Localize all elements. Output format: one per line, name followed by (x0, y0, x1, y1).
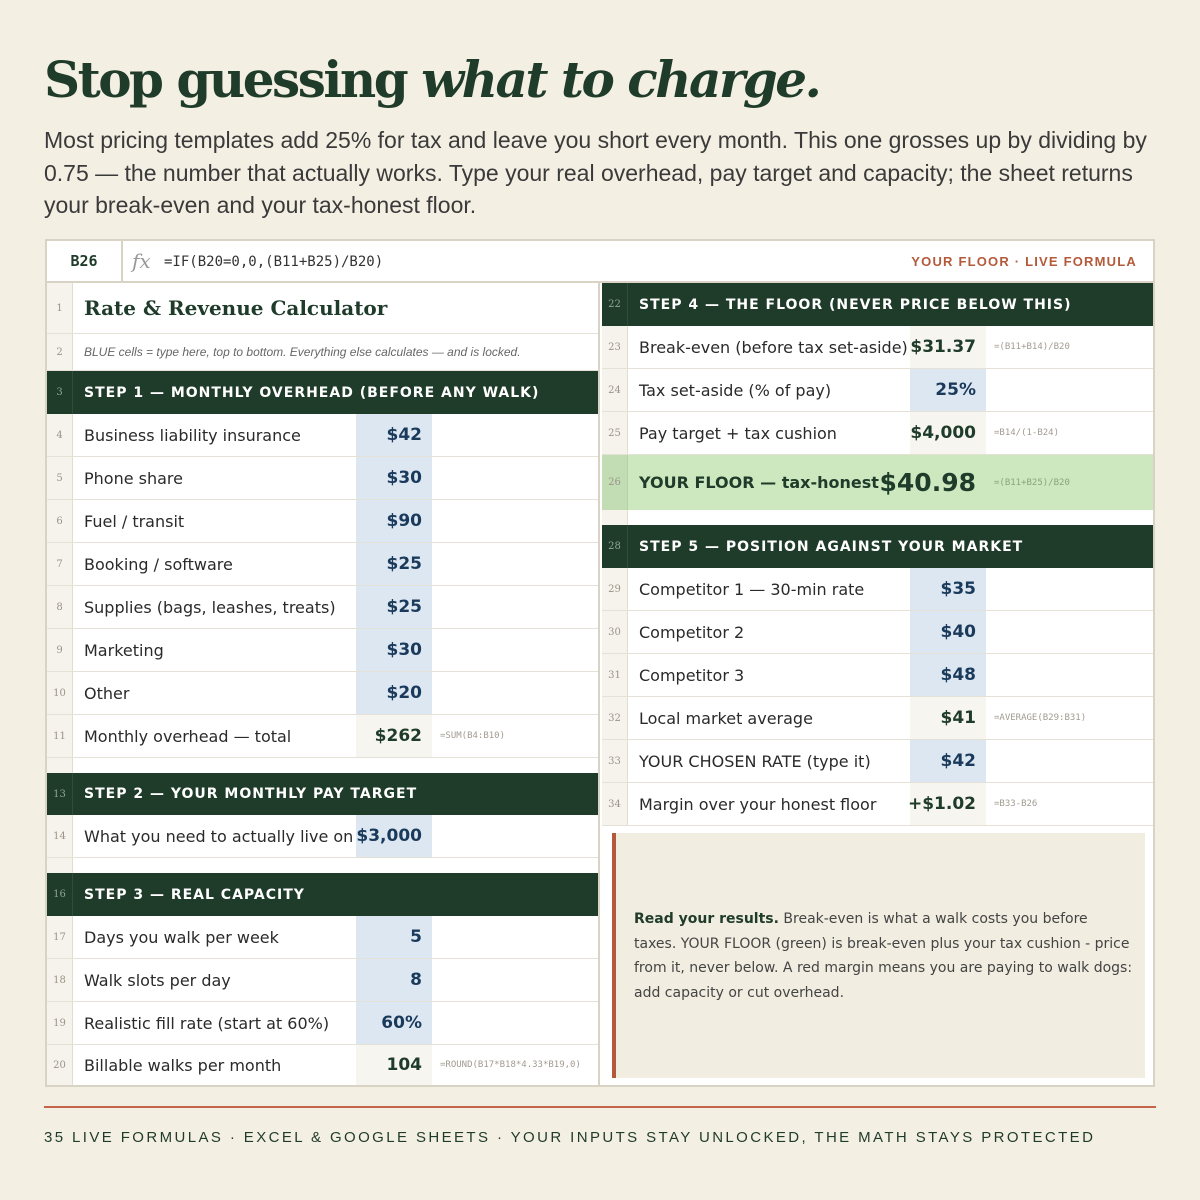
row-number: 19 (47, 1002, 73, 1044)
row-label: Margin over your honest floor (639, 794, 877, 814)
row-number: 17 (47, 916, 73, 958)
row-number: 13 (47, 773, 73, 815)
row-number: 5 (47, 457, 73, 499)
row-label: Break-even (before tax set-aside) (639, 337, 908, 357)
row-label: Local market average (639, 708, 813, 728)
row-label: Booking / software (84, 554, 233, 574)
pay-target-row (47, 815, 598, 858)
overhead-other-row (47, 672, 598, 715)
row-number: 30 (602, 611, 628, 653)
competitor3-row (602, 654, 1153, 697)
fill-rate-input[interactable]: 60% (356, 1002, 432, 1044)
read-results-text (634, 907, 1134, 1005)
formula-note: =B14/(1-B24) (994, 428, 1060, 438)
row-label: Other (84, 683, 130, 703)
overhead-fuel-row (47, 500, 598, 543)
step4-title: STEP 4 — THE FLOOR (NEVER PRICE BELOW THIS) (639, 296, 1072, 313)
row-number: 16 (47, 873, 73, 916)
formula-note: =ROUND(B17*B18*4.33*B19,0) (440, 1060, 581, 1070)
overhead-insurance-row (47, 414, 598, 457)
step3-title: STEP 3 — REAL CAPACITY (84, 886, 305, 903)
overhead-phone-row (47, 457, 598, 500)
chosen-rate-row (602, 740, 1153, 783)
other-input[interactable]: $20 (356, 672, 432, 714)
billable-walks-value: 104 (356, 1045, 432, 1085)
step1-title: STEP 1 — MONTHLY OVERHEAD (BEFORE ANY WALK) (84, 384, 540, 401)
row-label: Billable walks per month (84, 1055, 282, 1075)
competitor2-row (602, 611, 1153, 654)
slots-per-day-input[interactable]: 8 (356, 959, 432, 1001)
read-results-callout (612, 833, 1145, 1078)
footer-divider (44, 1106, 1156, 1108)
competitor3-input[interactable]: $48 (910, 654, 986, 696)
competitor2-input[interactable]: $40 (910, 611, 986, 653)
step5-header (602, 525, 1153, 568)
competitor1-row (602, 568, 1153, 611)
row-number: 2 (47, 334, 73, 370)
row-number: 10 (47, 672, 73, 714)
row-number: 3 (47, 371, 73, 414)
market-average-value: $41 (910, 697, 986, 739)
instructions-row (47, 334, 598, 371)
step2-title: STEP 2 — YOUR MONTHLY PAY TARGET (84, 786, 418, 802)
tax-set-aside-row (602, 369, 1153, 412)
fuel-input[interactable]: $90 (356, 500, 432, 542)
row-label: Phone share (84, 468, 183, 488)
formula-note: =(B11+B25)/B20 (994, 477, 1070, 488)
read-results-lead: Read your results. (634, 911, 779, 927)
spacer-row (602, 510, 1153, 525)
pay-target-input[interactable]: $3,000 (356, 815, 432, 857)
formula-note: =SUM(B4:B10) (440, 731, 506, 741)
chosen-rate-input[interactable]: $42 (910, 740, 986, 782)
step5-title: STEP 5 — POSITION AGAINST YOUR MARKET (639, 538, 1024, 555)
row-label: Competitor 3 (639, 665, 745, 685)
formula-note: =(B11+B14)/B20 (994, 342, 1070, 352)
row-number: 6 (47, 500, 73, 542)
step2-header (47, 773, 598, 815)
slots-per-day-row (47, 959, 598, 1002)
step1-header (47, 371, 598, 414)
row-number: 11 (47, 715, 73, 757)
formula-input[interactable]: =IF(B20=0,0,(B11+B25)/B20) (164, 254, 384, 270)
headline (44, 50, 819, 110)
fill-rate-row (47, 1002, 598, 1045)
break-even-row (602, 326, 1153, 369)
row-label: Marketing (84, 640, 164, 660)
insurance-input[interactable]: $42 (356, 414, 432, 456)
instructions-note: BLUE cells = type here, top to bottom. Everything else calculates — and is locked. (84, 345, 521, 359)
your-floor-value[interactable]: $40.98 (879, 468, 976, 497)
row-number: 34 (602, 783, 628, 825)
booking-input[interactable]: $25 (356, 543, 432, 585)
step3-header (47, 873, 598, 916)
sheet-title-row (47, 283, 598, 334)
row-number: 20 (47, 1045, 73, 1085)
spacer-row (47, 758, 598, 773)
billable-walks-row (47, 1045, 598, 1085)
row-number: 26 (602, 455, 628, 510)
row-label: Pay target + tax cushion (639, 423, 837, 443)
row-label: Tax set-aside (% of pay) (639, 380, 832, 400)
read-results-body: Break-even is what a walk costs you before taxes. YOUR FLOOR (green) is break-even plus your tax cushion - price from it, never below. A red margin means you are paying to walk dogs: add capacity or cut overhead. (634, 911, 1133, 1001)
row-number: 28 (602, 525, 628, 568)
row-number: 33 (602, 740, 628, 782)
row-number (47, 758, 73, 773)
overhead-marketing-row (47, 629, 598, 672)
footer-text: 35 LIVE FORMULAS · EXCEL & GOOGLE SHEETS · YOUR INPUTS STAY UNLOCKED, THE MATH STAYS PROTECTED (44, 1129, 1096, 1146)
row-number (602, 510, 628, 525)
spacer-row (47, 858, 598, 873)
supplies-input[interactable]: $25 (356, 586, 432, 628)
row-number: 23 (602, 326, 628, 368)
row-label: Walk slots per day (84, 970, 231, 990)
pay-cushion-value: $4,000 (910, 412, 986, 454)
right-pane (602, 283, 1153, 1085)
competitor1-input[interactable]: $35 (910, 568, 986, 610)
row-label: Realistic fill rate (start at 60%) (84, 1013, 330, 1033)
step4-header (602, 283, 1153, 326)
row-label: Monthly overhead — total (84, 726, 292, 746)
overhead-total-row (47, 715, 598, 758)
days-per-week-input[interactable]: 5 (356, 916, 432, 958)
overhead-supplies-row (47, 586, 598, 629)
row-number: 1 (47, 283, 73, 333)
row-label: Business liability insurance (84, 425, 301, 445)
market-average-row (602, 697, 1153, 740)
margin-value: +$1.02 (910, 783, 986, 825)
intro-text: Most pricing templates add 25% for tax and leave you short every month. This one grosses up by dividing by 0.75 — the number that actually works. Type your real overhead, pay target and capacity; the sheet returns your break-even and your tax-honest floor. (44, 127, 1147, 218)
pay-cushion-row (602, 412, 1153, 455)
row-number: 32 (602, 697, 628, 739)
fx-icon: fx (132, 249, 151, 273)
headline-regular: Stop guessing (44, 50, 422, 109)
row-label: YOUR CHOSEN RATE (type it) (639, 751, 871, 771)
formula-note: =B33-B26 (994, 799, 1038, 809)
row-number (47, 858, 73, 873)
row-label: Competitor 2 (639, 622, 745, 642)
row-label: Fuel / transit (84, 511, 185, 531)
formula-note: =AVERAGE(B29:B31) (994, 713, 1087, 723)
row-number: 29 (602, 568, 628, 610)
row-number: 24 (602, 369, 628, 411)
row-label: What you need to actually live on (84, 826, 354, 846)
row-number: 31 (602, 654, 628, 696)
row-number: 18 (47, 959, 73, 1001)
headline-italic: what to charge. (421, 50, 820, 109)
row-number: 7 (47, 543, 73, 585)
phone-input[interactable]: $30 (356, 457, 432, 499)
sheet-title: Rate & Revenue Calculator (84, 296, 388, 320)
spreadsheet (45, 239, 1155, 1087)
margin-row (602, 783, 1153, 826)
row-number: 9 (47, 629, 73, 671)
row-number: 25 (602, 412, 628, 454)
row-label: YOUR FLOOR — tax-honest (639, 473, 879, 492)
row-number: 22 (602, 283, 628, 326)
your-floor-row[interactable] (602, 455, 1153, 510)
row-label: Days you walk per week (84, 927, 279, 947)
break-even-value: $31.37 (910, 326, 986, 368)
row-label: Competitor 1 — 30-min rate (639, 579, 865, 599)
overhead-total-value: $262 (356, 715, 432, 757)
days-per-week-row (47, 916, 598, 959)
row-number: 4 (47, 414, 73, 456)
formula-bar (47, 241, 1153, 283)
row-number: 14 (47, 815, 73, 857)
tax-set-aside-input[interactable]: 25% (910, 369, 986, 411)
overhead-booking-row (47, 543, 598, 586)
left-pane (47, 283, 600, 1085)
formula-tag: YOUR FLOOR · LIVE FORMULA (911, 254, 1137, 269)
marketing-input[interactable]: $30 (356, 629, 432, 671)
row-label: Supplies (bags, leashes, treats) (84, 597, 336, 617)
cell-reference[interactable]: B26 (47, 241, 123, 281)
row-number: 8 (47, 586, 73, 628)
